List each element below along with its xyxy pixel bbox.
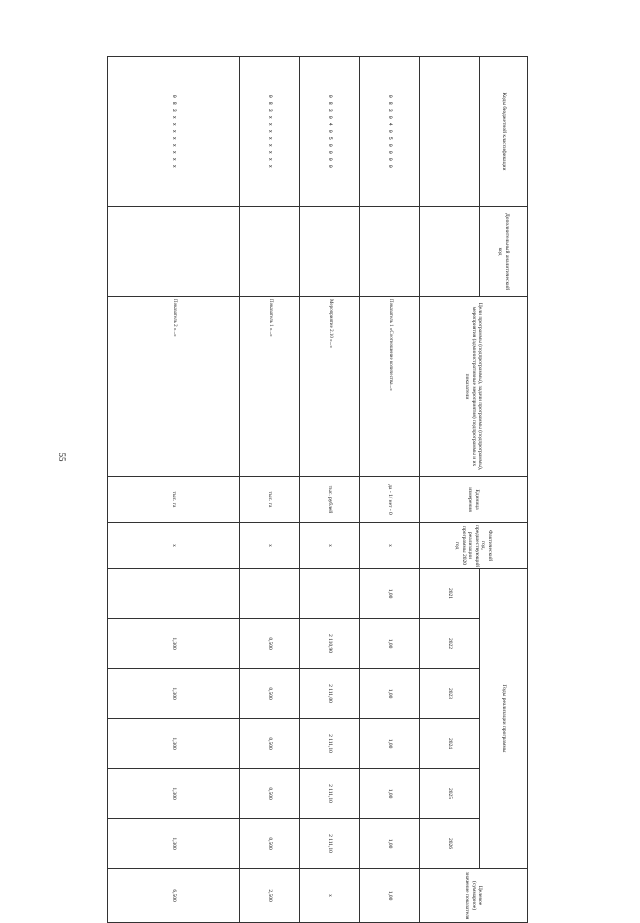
- table-row: [360, 57, 420, 923]
- program-table: [107, 56, 528, 923]
- table-row: [108, 57, 240, 923]
- row-value: 1,300: [108, 669, 240, 719]
- row-value: [240, 569, 300, 619]
- analytic-subheader: [420, 207, 480, 297]
- rotated-table-wrapper: [108, 56, 528, 920]
- actual-header: Фактический год, предшествующий реализации программы 2020 год: [420, 523, 528, 569]
- years-header: Годы реализации программы: [480, 569, 528, 869]
- budget-code: 0 8 3 x x x x x x x x: [108, 57, 240, 207]
- row-value: [300, 569, 360, 619]
- row-value: 1,300: [108, 719, 240, 769]
- row-value: 1,00: [360, 769, 420, 819]
- rotated-table: [108, 56, 528, 920]
- row-value: 1,00: [360, 619, 420, 669]
- row-unit: да - 1/ нет - 0: [360, 477, 420, 523]
- row-name: Мероприятие 2.10 «...»: [300, 297, 360, 477]
- row-value: 0,500: [240, 669, 300, 719]
- row-value: 1,00: [360, 669, 420, 719]
- year-2022: 2022: [420, 619, 480, 669]
- row-value: 2 111,10: [300, 769, 360, 819]
- row-value: 0,500: [240, 719, 300, 769]
- year-2026: 2026: [420, 819, 480, 869]
- row-name: Показатель 2 «...»: [108, 297, 240, 477]
- page-number: 55: [57, 452, 67, 462]
- budget-code: 0 8 3 0 4 0 5 0 0 0 0: [300, 57, 360, 207]
- row-total: 6,500: [108, 869, 240, 923]
- analytic-header: Дополнительный аналитический код: [480, 207, 528, 297]
- analytic-code: [240, 207, 300, 297]
- analytic-code: [300, 207, 360, 297]
- row-total: 2,500: [240, 869, 300, 923]
- row-value: 1,300: [108, 619, 240, 669]
- row-actual: x: [360, 523, 420, 569]
- budget-subheader: [420, 57, 480, 207]
- row-value: 0,500: [240, 819, 300, 869]
- budget-code: 0 8 3 0 4 0 5 0 0 0 0: [360, 57, 420, 207]
- table-row: [240, 57, 300, 923]
- row-value: 1,300: [108, 769, 240, 819]
- analytic-code: [360, 207, 420, 297]
- year-2021: 2021: [420, 569, 480, 619]
- budget-code: 0 8 3 x x x x x x x x: [240, 57, 300, 207]
- row-value: 0,500: [240, 619, 300, 669]
- row-value: [108, 569, 240, 619]
- row-value: 1,00: [360, 819, 420, 869]
- row-total: x: [300, 869, 360, 923]
- year-2025: 2025: [420, 769, 480, 819]
- row-value: 2 110,90: [300, 619, 360, 669]
- row-value: 2 111,10: [300, 819, 360, 869]
- budget-header: Коды бюджетной классификации: [480, 57, 528, 207]
- row-unit: тыс. га: [240, 477, 300, 523]
- program-name-header: Цели программы (подпрограммы), задачи программы (подпрограммы), мероприятия (административные мероприятия) подпрограммы и их показатели: [420, 297, 528, 477]
- row-value: 2 111,10: [300, 719, 360, 769]
- row-value: 1,300: [108, 819, 240, 869]
- row-value: 1,00: [360, 569, 420, 619]
- analytic-code: [108, 207, 240, 297]
- row-value: 0,500: [240, 769, 300, 819]
- row-unit: тыс. га: [108, 477, 240, 523]
- row-actual: x: [300, 523, 360, 569]
- total-header: Целевое (суммарное) значение показателя: [420, 869, 528, 923]
- row-actual: x: [240, 523, 300, 569]
- row-value: 2 111,00: [300, 669, 360, 719]
- year-2024: 2024: [420, 719, 480, 769]
- row-total: 1,00: [360, 869, 420, 923]
- row-actual: x: [108, 523, 240, 569]
- unit-header: Единица измерения: [420, 477, 528, 523]
- table-row: [300, 57, 360, 923]
- row-name: Показатель 1 «Соотношение количества...»: [360, 297, 420, 477]
- row-value: 1,00: [360, 719, 420, 769]
- row-name: Показатель 1 «...»: [240, 297, 300, 477]
- row-unit: тыс. рублей: [300, 477, 360, 523]
- year-2023: 2023: [420, 669, 480, 719]
